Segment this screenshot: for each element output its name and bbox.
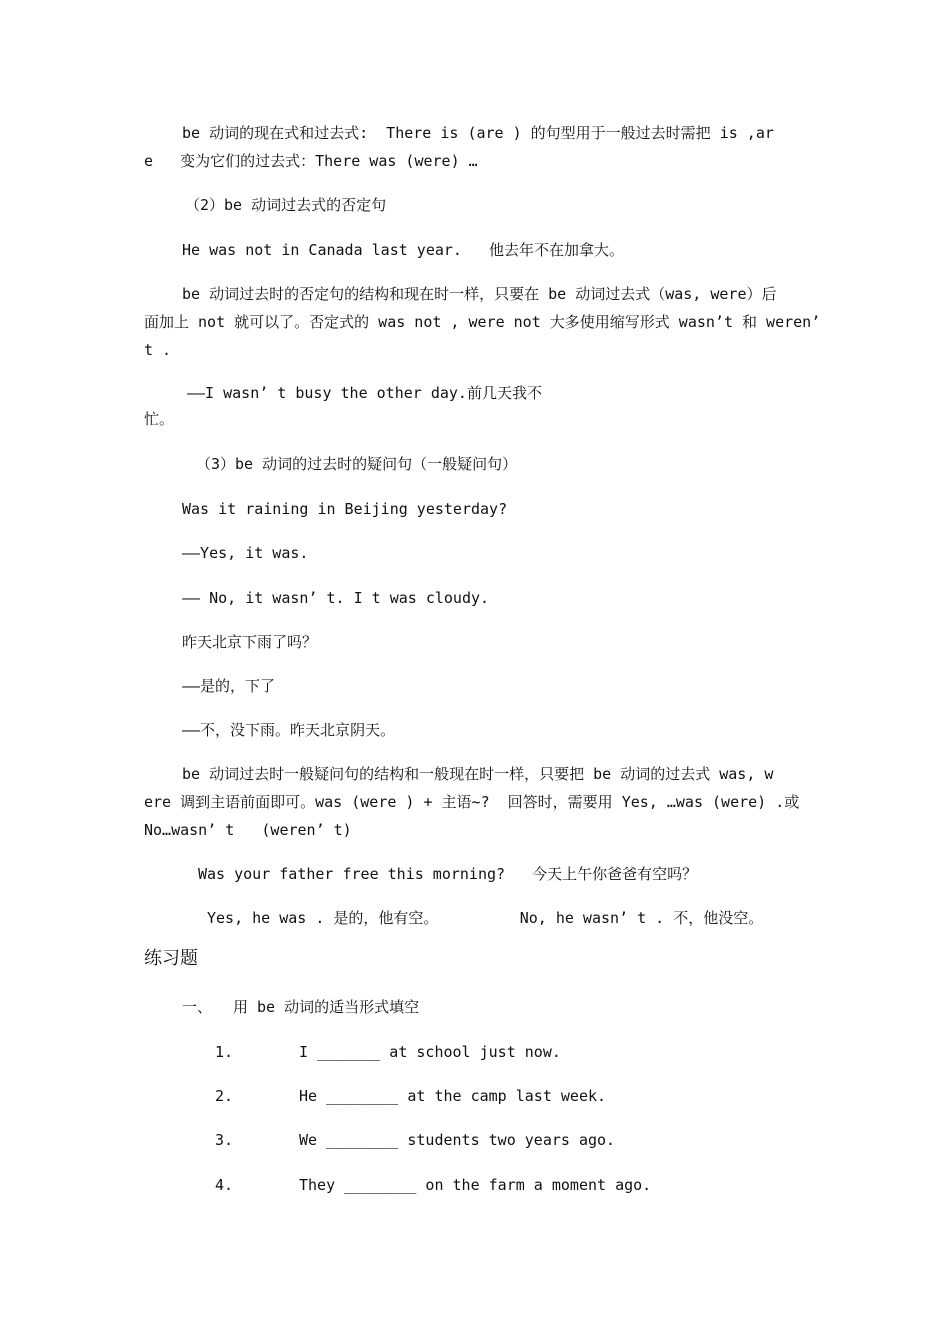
exercise-item-text: I _______ at school just now. — [299, 1043, 561, 1061]
exercise-title: 练习题 — [144, 948, 198, 969]
exercise-item-number: 2. — [215, 1087, 234, 1105]
exercise-item-number: 1. — [215, 1043, 234, 1061]
section-title: 用 be 动词的适当形式填空 — [233, 998, 420, 1016]
paragraph-1-line-2: e 变为它们的过去式：There was (were) … — [144, 152, 478, 170]
paragraph-3-line-2: 面加上 not 就可以了。否定式的 was not , were not 大多使用缩写形式 wasn’t 和 weren’ — [144, 313, 821, 331]
paragraph-4-line-3: No…wasn’ t (weren’ t) — [144, 821, 352, 839]
exercise-item-text: We ________ students two years ago. — [299, 1131, 616, 1149]
section-number: 一、 — [182, 998, 213, 1016]
example-answers-father: Yes, he was . 是的，他有空。 No, he wasn’ t . 不，他没空。 — [207, 909, 764, 927]
paragraph-1-line-1: be 动词的现在式和过去式: There is (are ) 的句型用于一般过去时需把 is ,ar — [182, 124, 774, 142]
answer-yes-en: ——Yes, it was. — [182, 544, 309, 562]
paragraph-4-line-1: be 动词过去时一般疑问句的结构和一般现在时一样，只要把 be 动词的过去式 was, w — [182, 765, 774, 783]
answer-yes-cn: ——是的，下了 — [182, 677, 276, 695]
subheading-question: （3）be 动词的过去时的疑问句（一般疑问句） — [196, 455, 518, 473]
paragraph-4-line-2: ere 调到主语前面即可。was (were ) + 主语~? 回答时，需要用 Yes, …was (were) .或 — [144, 793, 800, 811]
exercise-item-number: 3. — [215, 1131, 234, 1149]
paragraph-3-line-3: t . — [144, 341, 172, 359]
example-question-father: Was your father free this morning? 今天上午你爸爸有空吗？ — [198, 865, 698, 883]
example-wasnt-line-1: ——I wasn’ t busy the other day.前几天我不 — [187, 384, 542, 402]
exercise-item-text: They ________ on the farm a moment ago. — [299, 1176, 652, 1194]
exercise-item-number: 4. — [215, 1176, 234, 1194]
exercise-item-text: He ________ at the camp last week. — [299, 1087, 607, 1105]
answer-no-cn: ——不，没下雨。昨天北京阴天。 — [182, 721, 396, 739]
question-en: Was it raining in Beijing yesterday? — [182, 500, 508, 518]
example-wasnt-line-2: 忙。 — [144, 410, 175, 428]
answer-no-en: —— No, it wasn’ t. I t was cloudy. — [182, 589, 490, 607]
question-cn: 昨天北京下雨了吗？ — [182, 633, 318, 651]
paragraph-3-line-1: be 动词过去时的否定句的结构和现在时一样，只要在 be 动词过去式（was, were）后 — [182, 285, 777, 303]
example-negative: He was not in Canada last year. 他去年不在加拿大。 — [182, 241, 625, 259]
subheading-negative: （2）be 动词过去式的否定句 — [185, 196, 387, 214]
